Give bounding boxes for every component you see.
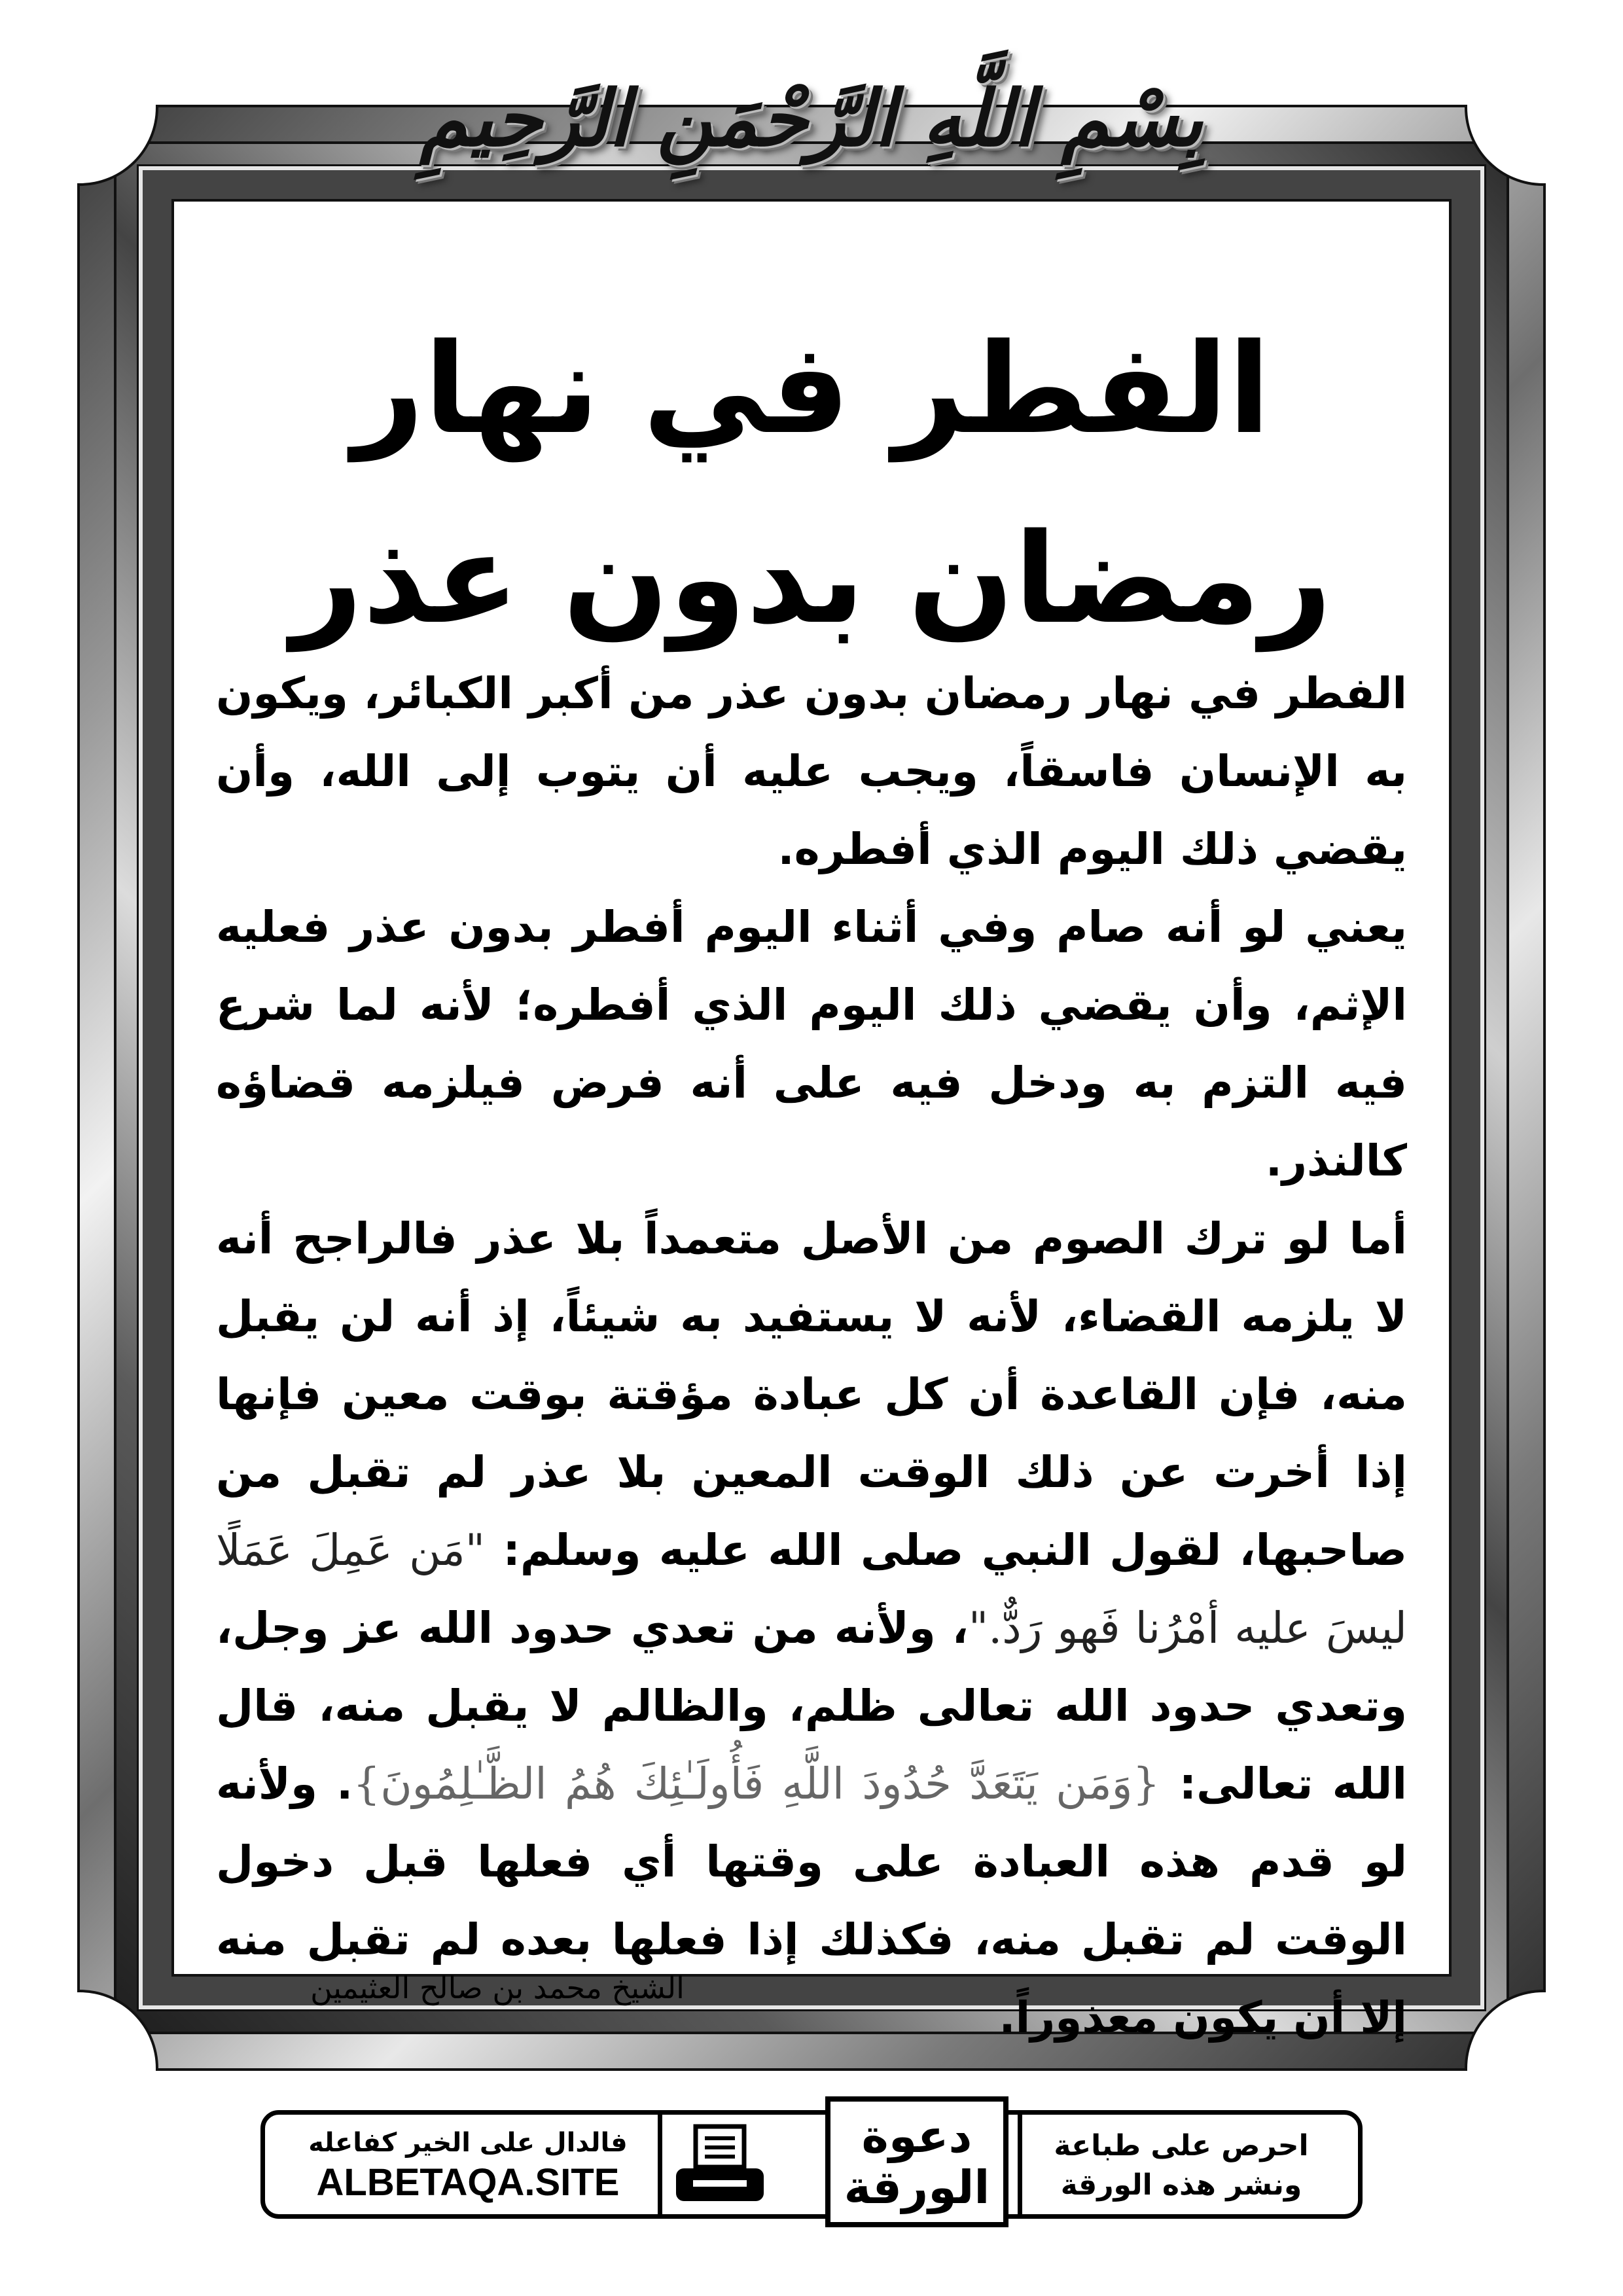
call-line-1: احرص على طباعة <box>1054 2129 1309 2162</box>
paragraph-1: الفطر في نهار رمضان بدون عذر من أكبر الكبائر، ويكون به الإنسان فاسقاً، ويجب عليه أن يتوب إلى الله، وأن يقضي ذلك اليوم الذي أفطره. <box>216 668 1407 874</box>
footer-motto: فالدال على الخير كفاعله <box>308 2128 628 2158</box>
paragraph-3-part-c: . ولأنه لو قدم هذه العبادة على وقتها أي فعلها قبل دخول الوقت لم تقبل منه، فكذلك إذا فعلها بعده لم تقبل منه إلا أن يكون معذوراً. <box>216 1759 1407 2043</box>
printer-icon <box>671 2121 769 2213</box>
logo-line-1: دعوة <box>861 2109 972 2163</box>
paragraph-3 <box>216 1200 1407 2056</box>
brand-logo <box>825 2096 1008 2227</box>
paragraph-3-part-b: ، ولأنه من تعدي حدود الله عز وجل، وتعدي حدود الله تعالى ظلم، والظالم لا يقبل منه، قال الله تعالى: <box>216 1603 1407 1809</box>
website-link[interactable]: ALBETAQA.SITE <box>316 2161 620 2204</box>
footer-divider <box>658 2115 662 2214</box>
basmala-calligraphy <box>419 39 1204 196</box>
logo-line-2: الورقة <box>844 2161 990 2214</box>
paragraph-2: يعني لو أنه صام وفي أثناء اليوم أفطر بدون عذر فعليه الإثم، وأن يقضي ذلك اليوم الذي أفطره؛ لأنه لما شرع فيه التزم به ودخل فيه على أنه فرض فيلزمه قضاؤه كالنذر. <box>216 902 1407 1186</box>
author-attribution: الشيخ محمد بن صالح العثيمين <box>310 1970 685 2005</box>
quran-verse: {وَمَن يَتَعَدَّ حُدُودَ اللَّهِ فَأُولَـٰئِكَ هُمُ الظَّـٰلِمُونَ} <box>353 1759 1160 1809</box>
article-body <box>216 655 1407 2056</box>
call-line-2: ونشر هذه الورقة <box>1060 2168 1302 2202</box>
hadith-quote: "مَن عَمِلَ عَمَلًا ليسَ عليه أمْرُنا فَهو رَدٌّ." <box>216 1525 1407 1653</box>
footer-call-to-action <box>1031 2126 1332 2208</box>
page-title <box>216 295 1407 674</box>
title-line-1: الفطر في نهار <box>352 317 1271 461</box>
footer-left-block <box>285 2124 651 2205</box>
footer-divider <box>1018 2115 1022 2214</box>
title-line-2: رمضان بدون عذر <box>291 507 1332 651</box>
footer-bar <box>260 2110 1363 2219</box>
basmala-text: بِسْمِ اللَّهِ الرَّحْمَنِ الرَّحِيمِ <box>419 72 1204 164</box>
paragraph-3-part-a: أما لو ترك الصوم من الأصل متعمداً بلا عذر فالراجح أنه لا يلزمه القضاء، لأنه لا يستفيد به شيئاً، إذ أنه لن يقبل منه، فإن القاعدة أن كل عبادة مؤقتة بوقت معين فإنها إذا أخرت عن ذلك الوقت المعين بلا عذر لم تقبل من صاحبها، لقول النبي صلى الله عليه وسلم: <box>216 1213 1407 1575</box>
